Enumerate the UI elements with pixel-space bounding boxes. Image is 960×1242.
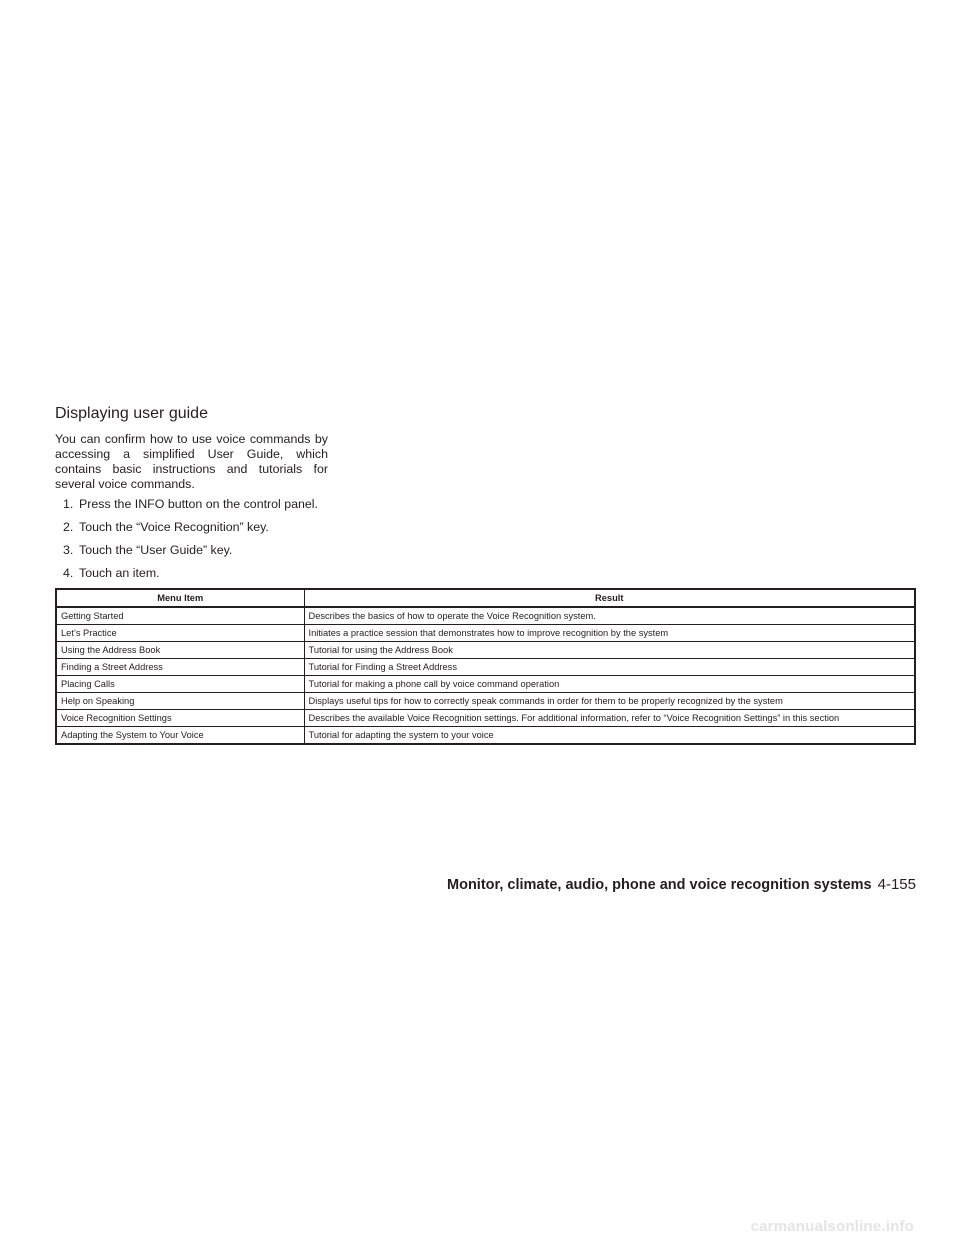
table-row [56, 727, 915, 745]
step-number: 4. [63, 566, 74, 580]
step-text: Press the INFO button on the control panel. [79, 497, 318, 511]
instruction-steps [55, 497, 345, 589]
menu-item-table [55, 588, 916, 745]
step-number: 1. [63, 497, 74, 511]
step-text: Touch the “Voice Recognition” key. [79, 520, 269, 534]
menu-item-cell: Finding a Street Address [56, 659, 304, 676]
result-cell: Describes the available Voice Recognition settings. For additional information, refer to “Voice Recognition Settings” in this section [304, 710, 915, 727]
menu-item-cell: Adapting the System to Your Voice [56, 727, 304, 745]
step-item [55, 543, 345, 558]
menu-item-cell: Help on Speaking [56, 693, 304, 710]
watermark: carmanualsonline.info [750, 1218, 914, 1235]
section-heading: Displaying user guide [55, 405, 208, 422]
page-footer [447, 876, 916, 894]
table-row [56, 676, 915, 693]
menu-item-cell: Placing Calls [56, 676, 304, 693]
result-cell: Displays useful tips for how to correctly speak commands in order for them to be properly recognized by the system [304, 693, 915, 710]
header-menu-item: Menu Item [56, 589, 304, 607]
table-row [56, 607, 915, 625]
result-cell: Tutorial for making a phone call by voice command operation [304, 676, 915, 693]
menu-item-cell: Let’s Practice [56, 625, 304, 642]
step-number: 2. [63, 520, 74, 534]
result-cell: Tutorial for adapting the system to your voice [304, 727, 915, 745]
chapter-title: Monitor, climate, audio, phone and voice recognition systems [447, 877, 872, 893]
menu-item-cell: Using the Address Book [56, 642, 304, 659]
intro-paragraph: You can confirm how to use voice commands by accessing a simplified User Guide, which contains basic instructions and tutorials for several voice commands. [55, 432, 328, 491]
table-row [56, 625, 915, 642]
table-header-row [56, 589, 915, 607]
menu-item-cell: Voice Recognition Settings [56, 710, 304, 727]
table-row [56, 693, 915, 710]
step-number: 3. [63, 543, 74, 557]
table-row [56, 642, 915, 659]
result-cell: Initiates a practice session that demonstrates how to improve recognition by the system [304, 625, 915, 642]
table-row [56, 659, 915, 676]
page-number: 4-155 [877, 876, 916, 893]
step-item [55, 497, 345, 512]
menu-item-cell: Getting Started [56, 607, 304, 625]
table-row [56, 710, 915, 727]
step-item [55, 520, 345, 535]
result-cell: Tutorial for using the Address Book [304, 642, 915, 659]
step-item [55, 566, 345, 581]
step-text: Touch the “User Guide” key. [79, 543, 233, 557]
header-result: Result [304, 589, 915, 607]
result-cell: Describes the basics of how to operate the Voice Recognition system. [304, 607, 915, 625]
step-text: Touch an item. [79, 566, 160, 580]
result-cell: Tutorial for Finding a Street Address [304, 659, 915, 676]
